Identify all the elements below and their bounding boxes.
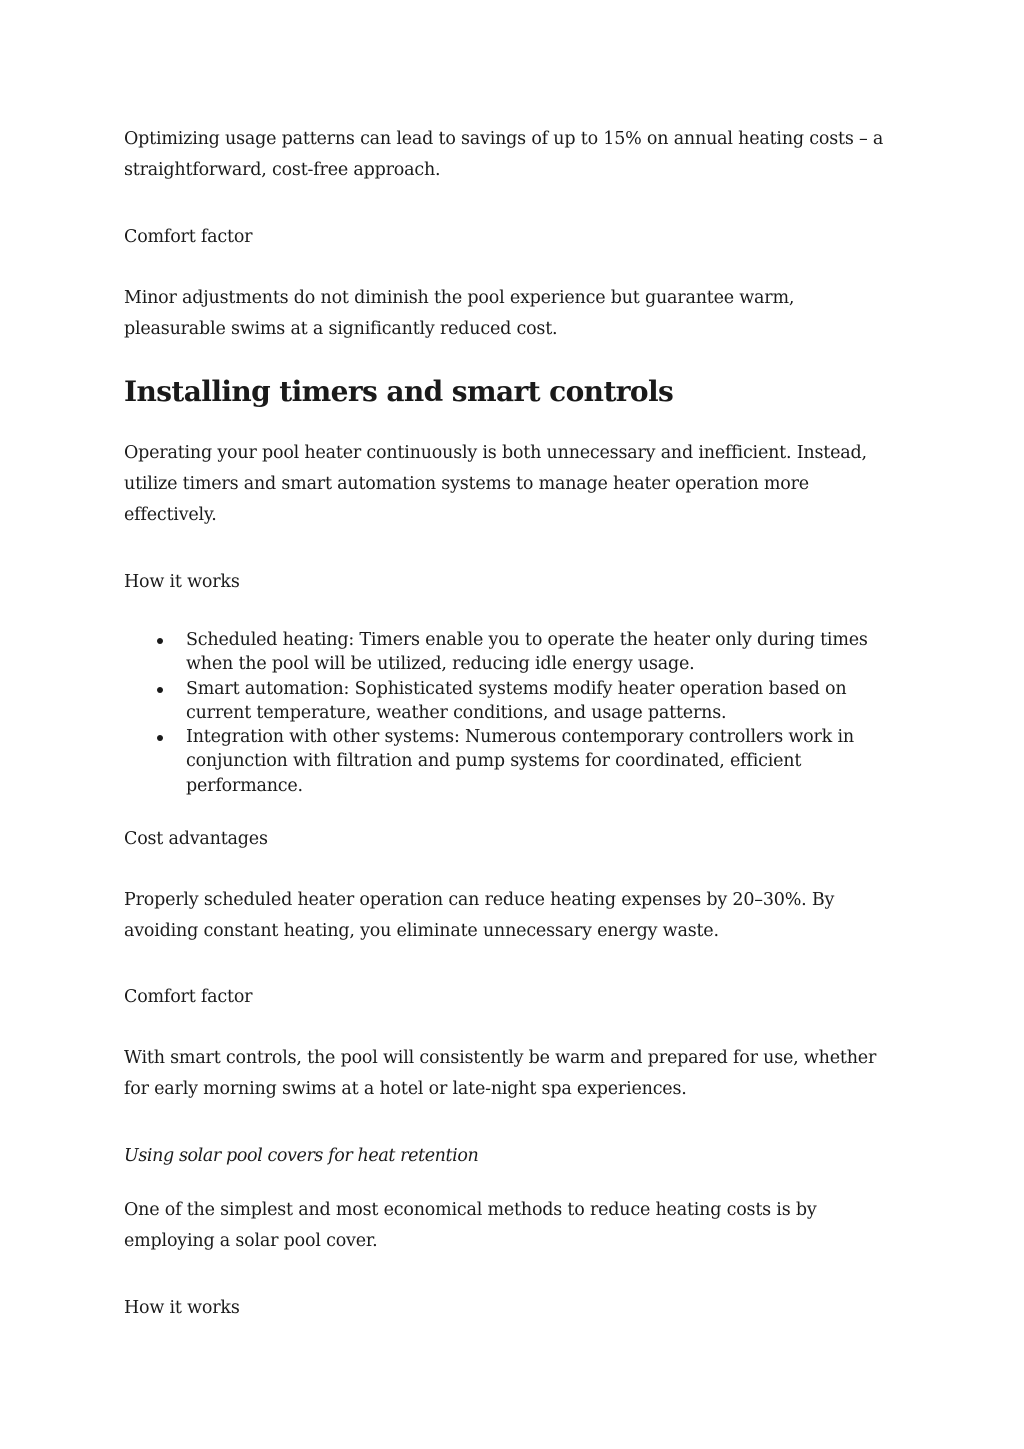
solar-paragraph: One of the simplest and most economical methods to reduce heating costs is by employing a solar pool cover. <box>124 1200 817 1251</box>
list-item <box>124 725 894 798</box>
timers-paragraph: Operating your pool heater continuously is both unnecessary and inefficient. Instead, utilize timers and smart automation systems to manage heater operation more effectively. <box>124 443 867 525</box>
comfort-factor-paragraph: Minor adjustments do not diminish the pool experience but guarantee warm, pleasurable swims at a significantly reduced cost. <box>124 288 795 339</box>
cost-advantages-label: Cost advantages <box>124 829 268 849</box>
comfort-factor-label: Comfort factor <box>124 987 253 1007</box>
comfort-factor-label: Comfort factor <box>124 227 253 247</box>
list-item-text: Smart automation: Sophisticated systems modify heater operation based on current temperature, weather conditions, and usage patterns. <box>186 678 847 723</box>
comfort-factor-paragraph: With smart controls, the pool will consistently be warm and prepared for use, whether for early morning swims at a hotel or late-night spa experiences. <box>124 1048 877 1099</box>
bullet-icon <box>157 638 163 644</box>
subheading-solar-covers: Using solar pool covers for heat retention <box>124 1146 479 1166</box>
list-item <box>124 628 894 677</box>
list-item-text: Scheduled heating: Timers enable you to operate the heater only during times when the pool will be utilized, reducing idle energy usage. <box>186 630 868 675</box>
list-item-text: Integration with other systems: Numerous contemporary controllers work in conjunction with filtration and pump systems for coordinated, efficient performance. <box>186 727 854 796</box>
how-it-works-label: How it works <box>124 572 240 592</box>
intro-paragraph: Optimizing usage patterns can lead to savings of up to 15% on annual heating costs – a straightforward, cost-free approach. <box>124 129 884 180</box>
cost-advantages-paragraph: Properly scheduled heater operation can reduce heating expenses by 20–30%. By avoiding constant heating, you eliminate unnecessary energy waste. <box>124 890 835 941</box>
section-heading-timers: Installing timers and smart controls <box>124 375 674 408</box>
bullet-icon <box>157 735 163 741</box>
how-it-works-label: How it works <box>124 1298 240 1318</box>
feature-bullet-list <box>124 628 894 798</box>
list-item <box>124 677 894 726</box>
bullet-icon <box>157 687 163 693</box>
